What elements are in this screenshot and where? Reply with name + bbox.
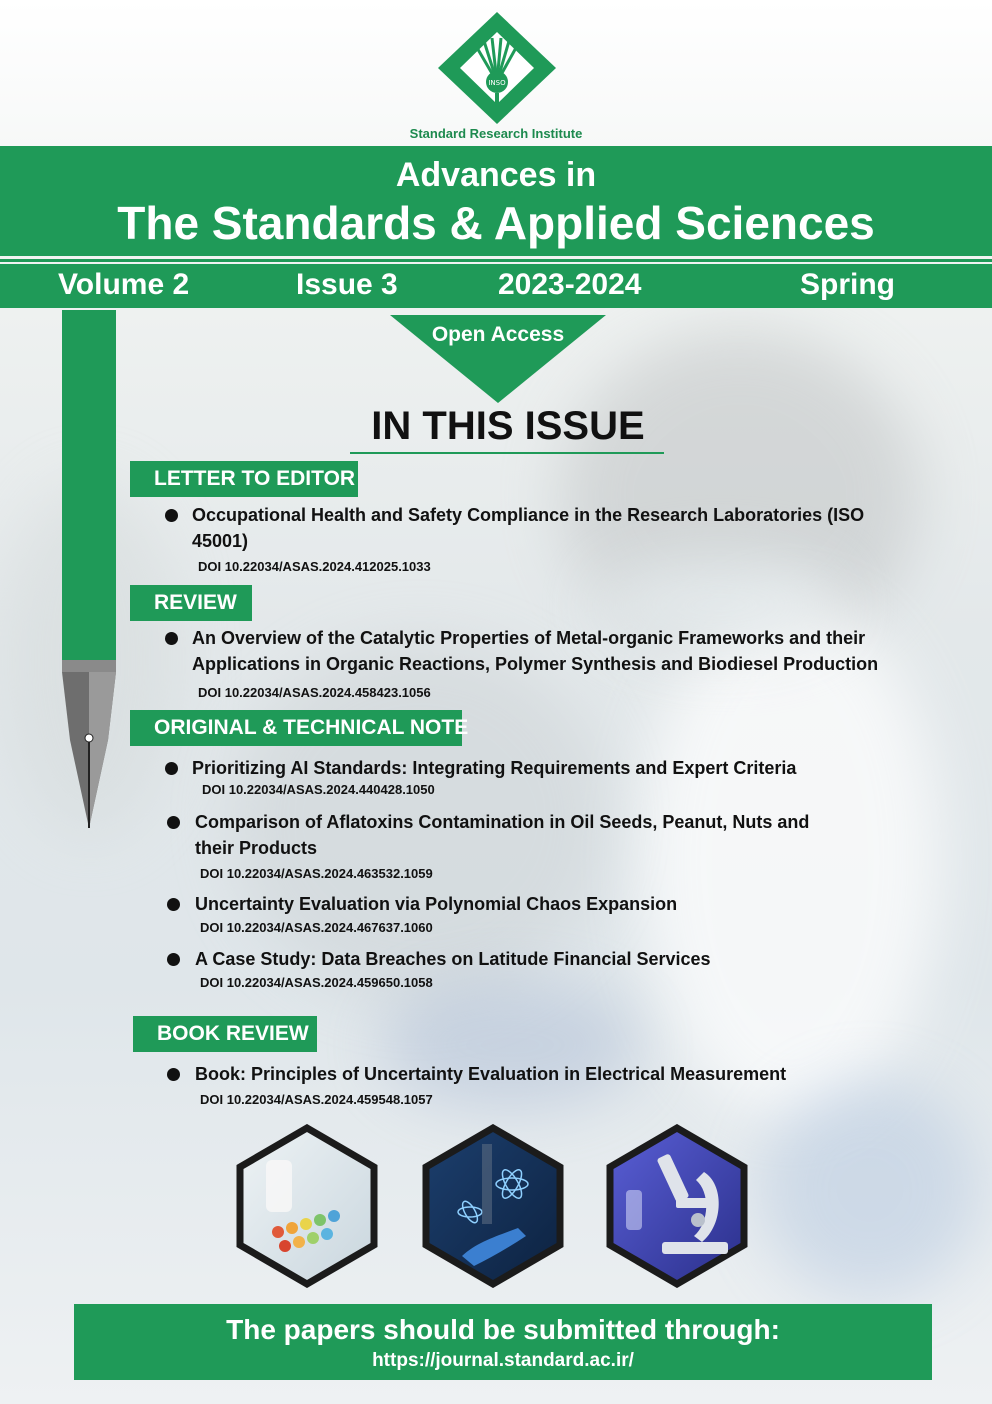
bullet-icon	[167, 1068, 180, 1081]
article-title: A Case Study: Data Breaches on Latitude Financial Services	[195, 949, 711, 969]
bullet-icon	[165, 509, 178, 522]
section-letter-to-editor: LETTER TO EDITOR	[130, 461, 358, 497]
bullet-icon	[167, 816, 180, 829]
in-this-issue-heading: IN THIS ISSUE	[371, 404, 645, 448]
article-doi: DOI 10.22034/ASAS.2024.463532.1059	[200, 866, 433, 881]
journal-title-line1: Advances in	[395, 156, 597, 194]
volume-label: Volume 2	[58, 268, 190, 301]
article-title: An Overview of the Catalytic Properties of Metal-organic Frameworks and their Applications in Organic Reactions, Polymer Synthesis and Biodiesel Production	[192, 628, 879, 674]
issue-label: Issue 3	[296, 268, 398, 301]
year-label: 2023-2024	[498, 268, 642, 301]
bullet-icon	[167, 898, 180, 911]
article-doi: DOI 10.22034/ASAS.2024.467637.1060	[200, 920, 433, 935]
divider-line	[0, 259, 992, 262]
article-doi: DOI 10.22034/ASAS.2024.458423.1056	[198, 685, 431, 700]
logo-emblem-text: INSO	[488, 79, 506, 87]
section-book-review: BOOK REVIEW	[133, 1016, 317, 1052]
article-doi: DOI 10.22034/ASAS.2024.459650.1058	[200, 975, 433, 990]
article-doi: DOI 10.22034/ASAS.2024.412025.1033	[198, 559, 431, 574]
submission-text: The papers should be submitted through:	[226, 1314, 780, 1345]
lab-test-tubes-icon	[236, 1124, 378, 1288]
bullet-icon	[165, 762, 178, 775]
bullet-icon	[167, 953, 180, 966]
journal-title-line2: The Standards & Applied Sciences	[117, 197, 875, 249]
microscope-icon	[606, 1124, 748, 1288]
article-title: Occupational Health and Safety Compliance in the Research Laboratories (ISO 45001)	[192, 505, 865, 551]
bullet-icon	[165, 632, 178, 645]
section-review: REVIEW	[130, 585, 252, 621]
section-original-technical-note: ORIGINAL & TECHNICAL NOTE	[130, 710, 462, 746]
season-label: Spring	[800, 268, 895, 301]
article-title: Comparison of Aflatoxins Contamination in Oil Seeds, Peanut, Nuts and their Products	[195, 812, 810, 858]
article-title: Prioritizing AI Standards: Integrating Requirements and Expert Criteria	[192, 758, 797, 778]
article-title: Uncertainty Evaluation via Polynomial Chaos Expansion	[195, 894, 678, 914]
article-title: Book: Principles of Uncertainty Evaluation in Electrical Measurement	[195, 1064, 787, 1084]
heading-underline	[350, 452, 664, 454]
fountain-pen-icon	[56, 310, 122, 830]
submission-url-link[interactable]: https://journal.standard.ac.ir/	[372, 1350, 634, 1371]
institute-name: Standard Research Institute	[409, 126, 583, 141]
digital-hand-atom-icon	[422, 1124, 564, 1288]
open-access-label: Open Access	[431, 323, 565, 346]
article-doi: DOI 10.22034/ASAS.2024.459548.1057	[200, 1092, 433, 1107]
article-doi: DOI 10.22034/ASAS.2024.440428.1050	[202, 782, 435, 797]
sri-logo-icon	[436, 10, 558, 126]
